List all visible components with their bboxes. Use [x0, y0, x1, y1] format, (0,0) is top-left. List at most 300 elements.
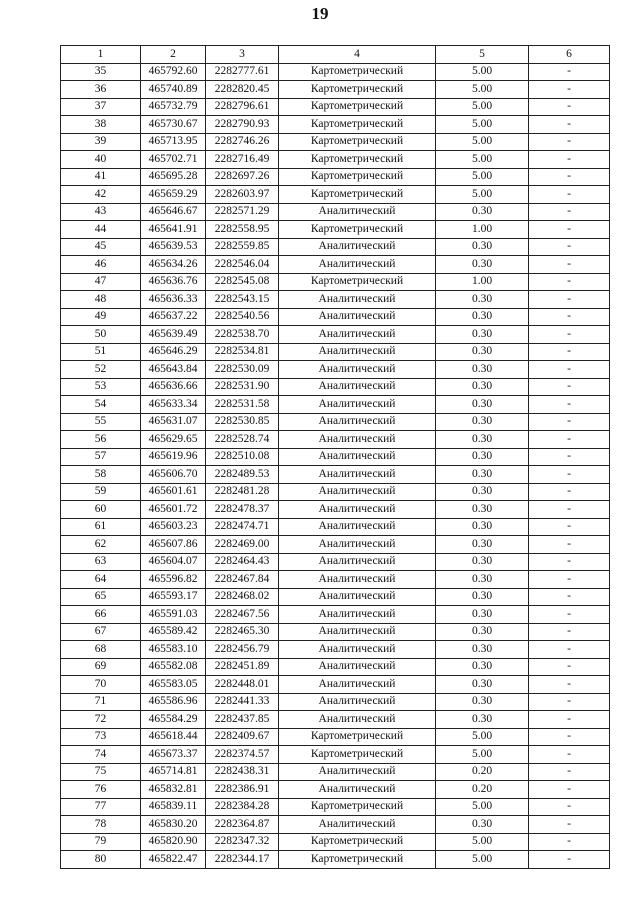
x-coordinate-cell: 465822.47 — [141, 851, 206, 869]
point-number-cell: 59 — [61, 483, 141, 501]
point-number-cell: 43 — [61, 203, 141, 221]
accuracy-cell: 5.00 — [436, 151, 529, 169]
x-coordinate-cell: 465732.79 — [141, 98, 206, 116]
y-coordinate-cell: 2282543.15 — [206, 291, 279, 309]
note-cell: - — [529, 588, 610, 606]
point-number-cell: 38 — [61, 116, 141, 134]
column-header: 5 — [436, 46, 529, 64]
note-cell: - — [529, 518, 610, 536]
method-cell: Аналитический — [279, 693, 436, 711]
y-coordinate-cell: 2282820.45 — [206, 81, 279, 99]
table-row — [61, 693, 610, 711]
point-number-cell: 74 — [61, 746, 141, 764]
y-coordinate-cell: 2282386.91 — [206, 781, 279, 799]
y-coordinate-cell: 2282347.32 — [206, 833, 279, 851]
note-cell: - — [529, 186, 610, 204]
accuracy-cell: 5.00 — [436, 186, 529, 204]
table-row — [61, 781, 610, 799]
x-coordinate-cell: 465606.70 — [141, 466, 206, 484]
note-cell: - — [529, 851, 610, 869]
method-cell: Аналитический — [279, 711, 436, 729]
y-coordinate-cell: 2282451.89 — [206, 658, 279, 676]
y-coordinate-cell: 2282467.56 — [206, 606, 279, 624]
x-coordinate-cell: 465583.10 — [141, 641, 206, 659]
table-row — [61, 448, 610, 466]
point-number-cell: 66 — [61, 606, 141, 624]
point-number-cell: 77 — [61, 798, 141, 816]
column-header: 6 — [529, 46, 610, 64]
accuracy-cell: 0.30 — [436, 606, 529, 624]
accuracy-cell: 0.30 — [436, 658, 529, 676]
table-row — [61, 728, 610, 746]
table-row — [61, 851, 610, 869]
note-cell: - — [529, 746, 610, 764]
accuracy-cell: 1.00 — [436, 273, 529, 291]
note-cell: - — [529, 396, 610, 414]
page-number: 19 — [311, 4, 329, 23]
y-coordinate-cell: 2282716.49 — [206, 151, 279, 169]
y-coordinate-cell: 2282448.01 — [206, 676, 279, 694]
coordinates-table — [60, 45, 610, 869]
accuracy-cell: 0.30 — [436, 623, 529, 641]
method-cell: Аналитический — [279, 448, 436, 466]
y-coordinate-cell: 2282437.85 — [206, 711, 279, 729]
point-number-cell: 55 — [61, 413, 141, 431]
accuracy-cell: 0.30 — [436, 518, 529, 536]
x-coordinate-cell: 465604.07 — [141, 553, 206, 571]
point-number-cell: 65 — [61, 588, 141, 606]
y-coordinate-cell: 2282530.09 — [206, 361, 279, 379]
table-header-row — [61, 46, 610, 64]
x-coordinate-cell: 465730.67 — [141, 116, 206, 134]
accuracy-cell: 0.20 — [436, 763, 529, 781]
x-coordinate-cell: 465820.90 — [141, 833, 206, 851]
table-row — [61, 763, 610, 781]
column-header: 3 — [206, 46, 279, 64]
y-coordinate-cell: 2282531.90 — [206, 378, 279, 396]
x-coordinate-cell: 465695.28 — [141, 168, 206, 186]
y-coordinate-cell: 2282540.56 — [206, 308, 279, 326]
table-row — [61, 63, 610, 81]
accuracy-cell: 0.30 — [436, 343, 529, 361]
y-coordinate-cell: 2282510.08 — [206, 448, 279, 466]
table-row — [61, 658, 610, 676]
note-cell: - — [529, 466, 610, 484]
table-row — [61, 273, 610, 291]
note-cell: - — [529, 483, 610, 501]
note-cell: - — [529, 238, 610, 256]
accuracy-cell: 0.30 — [436, 466, 529, 484]
accuracy-cell: 5.00 — [436, 116, 529, 134]
note-cell: - — [529, 431, 610, 449]
accuracy-cell: 0.30 — [436, 203, 529, 221]
point-number-cell: 48 — [61, 291, 141, 309]
method-cell: Аналитический — [279, 623, 436, 641]
method-cell: Аналитический — [279, 308, 436, 326]
x-coordinate-cell: 465631.07 — [141, 413, 206, 431]
table-row — [61, 413, 610, 431]
method-cell: Аналитический — [279, 483, 436, 501]
accuracy-cell: 0.30 — [436, 693, 529, 711]
accuracy-cell: 0.30 — [436, 361, 529, 379]
table-row — [61, 326, 610, 344]
table-row — [61, 501, 610, 519]
note-cell: - — [529, 658, 610, 676]
method-cell: Картометрический — [279, 273, 436, 291]
method-cell: Аналитический — [279, 378, 436, 396]
x-coordinate-cell: 465832.81 — [141, 781, 206, 799]
table-row — [61, 623, 610, 641]
y-coordinate-cell: 2282468.02 — [206, 588, 279, 606]
method-cell: Картометрический — [279, 728, 436, 746]
method-cell: Аналитический — [279, 413, 436, 431]
note-cell: - — [529, 308, 610, 326]
point-number-cell: 51 — [61, 343, 141, 361]
note-cell: - — [529, 291, 610, 309]
accuracy-cell: 0.30 — [436, 641, 529, 659]
note-cell: - — [529, 781, 610, 799]
y-coordinate-cell: 2282559.85 — [206, 238, 279, 256]
table-row — [61, 588, 610, 606]
x-coordinate-cell: 465634.26 — [141, 256, 206, 274]
table-row — [61, 466, 610, 484]
method-cell: Аналитический — [279, 501, 436, 519]
x-coordinate-cell: 465839.11 — [141, 798, 206, 816]
x-coordinate-cell: 465637.22 — [141, 308, 206, 326]
accuracy-cell: 5.00 — [436, 63, 529, 81]
column-header: 1 — [61, 46, 141, 64]
x-coordinate-cell: 465641.91 — [141, 221, 206, 239]
y-coordinate-cell: 2282441.33 — [206, 693, 279, 711]
y-coordinate-cell: 2282746.26 — [206, 133, 279, 151]
method-cell: Аналитический — [279, 571, 436, 589]
method-cell: Картометрический — [279, 168, 436, 186]
note-cell: - — [529, 273, 610, 291]
point-number-cell: 49 — [61, 308, 141, 326]
note-cell: - — [529, 693, 610, 711]
table-row — [61, 116, 610, 134]
point-number-cell: 53 — [61, 378, 141, 396]
accuracy-cell: 0.30 — [436, 291, 529, 309]
accuracy-cell: 0.30 — [436, 711, 529, 729]
note-cell: - — [529, 448, 610, 466]
method-cell: Аналитический — [279, 536, 436, 554]
table-row — [61, 361, 610, 379]
method-cell: Аналитический — [279, 203, 436, 221]
point-number-cell: 68 — [61, 641, 141, 659]
note-cell: - — [529, 81, 610, 99]
note-cell: - — [529, 571, 610, 589]
table-row — [61, 833, 610, 851]
note-cell: - — [529, 833, 610, 851]
x-coordinate-cell: 465618.44 — [141, 728, 206, 746]
table-row — [61, 746, 610, 764]
table-row — [61, 483, 610, 501]
point-number-cell: 79 — [61, 833, 141, 851]
point-number-cell: 58 — [61, 466, 141, 484]
y-coordinate-cell: 2282531.58 — [206, 396, 279, 414]
note-cell: - — [529, 536, 610, 554]
y-coordinate-cell: 2282478.37 — [206, 501, 279, 519]
method-cell: Аналитический — [279, 518, 436, 536]
accuracy-cell: 0.30 — [436, 816, 529, 834]
column-header: 4 — [279, 46, 436, 64]
x-coordinate-cell: 465830.20 — [141, 816, 206, 834]
y-coordinate-cell: 2282796.61 — [206, 98, 279, 116]
note-cell: - — [529, 256, 610, 274]
x-coordinate-cell: 465740.89 — [141, 81, 206, 99]
note-cell: - — [529, 711, 610, 729]
point-number-cell: 72 — [61, 711, 141, 729]
x-coordinate-cell: 465586.96 — [141, 693, 206, 711]
y-coordinate-cell: 2282545.08 — [206, 273, 279, 291]
x-coordinate-cell: 465646.67 — [141, 203, 206, 221]
accuracy-cell: 0.30 — [436, 483, 529, 501]
accuracy-cell: 0.30 — [436, 396, 529, 414]
point-number-cell: 46 — [61, 256, 141, 274]
table-row — [61, 676, 610, 694]
y-coordinate-cell: 2282465.30 — [206, 623, 279, 641]
y-coordinate-cell: 2282374.57 — [206, 746, 279, 764]
point-number-cell: 80 — [61, 851, 141, 869]
table-row — [61, 186, 610, 204]
x-coordinate-cell: 465659.29 — [141, 186, 206, 204]
accuracy-cell: 0.30 — [436, 431, 529, 449]
table-row — [61, 256, 610, 274]
y-coordinate-cell: 2282344.17 — [206, 851, 279, 869]
x-coordinate-cell: 465636.76 — [141, 273, 206, 291]
accuracy-cell: 0.30 — [436, 588, 529, 606]
method-cell: Аналитический — [279, 658, 436, 676]
y-coordinate-cell: 2282528.74 — [206, 431, 279, 449]
table-row — [61, 308, 610, 326]
y-coordinate-cell: 2282530.85 — [206, 413, 279, 431]
accuracy-cell: 0.30 — [436, 448, 529, 466]
note-cell: - — [529, 728, 610, 746]
note-cell: - — [529, 116, 610, 134]
y-coordinate-cell: 2282534.81 — [206, 343, 279, 361]
accuracy-cell: 0.30 — [436, 553, 529, 571]
method-cell: Картометрический — [279, 798, 436, 816]
point-number-cell: 37 — [61, 98, 141, 116]
method-cell: Аналитический — [279, 326, 436, 344]
note-cell: - — [529, 553, 610, 571]
method-cell: Аналитический — [279, 641, 436, 659]
note-cell: - — [529, 816, 610, 834]
point-number-cell: 76 — [61, 781, 141, 799]
y-coordinate-cell: 2282464.43 — [206, 553, 279, 571]
table-row — [61, 168, 610, 186]
y-coordinate-cell: 2282790.93 — [206, 116, 279, 134]
accuracy-cell: 5.00 — [436, 798, 529, 816]
x-coordinate-cell: 465601.72 — [141, 501, 206, 519]
point-number-cell: 40 — [61, 151, 141, 169]
accuracy-cell: 0.30 — [436, 308, 529, 326]
table-row — [61, 606, 610, 624]
point-number-cell: 78 — [61, 816, 141, 834]
x-coordinate-cell: 465792.60 — [141, 63, 206, 81]
accuracy-cell: 1.00 — [436, 221, 529, 239]
note-cell: - — [529, 63, 610, 81]
y-coordinate-cell: 2282603.97 — [206, 186, 279, 204]
accuracy-cell: 5.00 — [436, 833, 529, 851]
method-cell: Картометрический — [279, 746, 436, 764]
method-cell: Аналитический — [279, 606, 436, 624]
method-cell: Аналитический — [279, 361, 436, 379]
note-cell: - — [529, 151, 610, 169]
point-number-cell: 71 — [61, 693, 141, 711]
point-number-cell: 61 — [61, 518, 141, 536]
method-cell: Картометрический — [279, 98, 436, 116]
table-body — [61, 63, 610, 868]
y-coordinate-cell: 2282571.29 — [206, 203, 279, 221]
method-cell: Аналитический — [279, 431, 436, 449]
accuracy-cell: 5.00 — [436, 133, 529, 151]
point-number-cell: 39 — [61, 133, 141, 151]
y-coordinate-cell: 2282777.61 — [206, 63, 279, 81]
note-cell: - — [529, 326, 610, 344]
note-cell: - — [529, 378, 610, 396]
note-cell: - — [529, 641, 610, 659]
accuracy-cell: 5.00 — [436, 851, 529, 869]
point-number-cell: 36 — [61, 81, 141, 99]
table-row — [61, 431, 610, 449]
accuracy-cell: 0.30 — [436, 676, 529, 694]
x-coordinate-cell: 465646.29 — [141, 343, 206, 361]
y-coordinate-cell: 2282489.53 — [206, 466, 279, 484]
method-cell: Картометрический — [279, 133, 436, 151]
accuracy-cell: 0.30 — [436, 501, 529, 519]
note-cell: - — [529, 413, 610, 431]
y-coordinate-cell: 2282384.28 — [206, 798, 279, 816]
table-row — [61, 221, 610, 239]
x-coordinate-cell: 465714.81 — [141, 763, 206, 781]
x-coordinate-cell: 465589.42 — [141, 623, 206, 641]
method-cell: Аналитический — [279, 676, 436, 694]
x-coordinate-cell: 465596.82 — [141, 571, 206, 589]
y-coordinate-cell: 2282469.00 — [206, 536, 279, 554]
y-coordinate-cell: 2282697.26 — [206, 168, 279, 186]
y-coordinate-cell: 2282456.79 — [206, 641, 279, 659]
x-coordinate-cell: 465702.71 — [141, 151, 206, 169]
point-number-cell: 44 — [61, 221, 141, 239]
point-number-cell: 47 — [61, 273, 141, 291]
accuracy-cell: 0.20 — [436, 781, 529, 799]
table-row — [61, 571, 610, 589]
point-number-cell: 35 — [61, 63, 141, 81]
accuracy-cell: 0.30 — [436, 326, 529, 344]
accuracy-cell: 5.00 — [436, 168, 529, 186]
point-number-cell: 64 — [61, 571, 141, 589]
method-cell: Картометрический — [279, 833, 436, 851]
table-row — [61, 396, 610, 414]
x-coordinate-cell: 465607.86 — [141, 536, 206, 554]
y-coordinate-cell: 2282409.67 — [206, 728, 279, 746]
accuracy-cell: 5.00 — [436, 81, 529, 99]
method-cell: Аналитический — [279, 396, 436, 414]
accuracy-cell: 0.30 — [436, 413, 529, 431]
method-cell: Аналитический — [279, 466, 436, 484]
x-coordinate-cell: 465633.34 — [141, 396, 206, 414]
x-coordinate-cell: 465591.03 — [141, 606, 206, 624]
method-cell: Аналитический — [279, 343, 436, 361]
table-row — [61, 641, 610, 659]
x-coordinate-cell: 465643.84 — [141, 361, 206, 379]
table-row — [61, 133, 610, 151]
table-row — [61, 518, 610, 536]
table-row — [61, 238, 610, 256]
method-cell: Картометрический — [279, 81, 436, 99]
y-coordinate-cell: 2282538.70 — [206, 326, 279, 344]
method-cell: Картометрический — [279, 116, 436, 134]
point-number-cell: 67 — [61, 623, 141, 641]
accuracy-cell: 0.30 — [436, 571, 529, 589]
y-coordinate-cell: 2282558.95 — [206, 221, 279, 239]
table-row — [61, 291, 610, 309]
method-cell: Картометрический — [279, 151, 436, 169]
method-cell: Картометрический — [279, 851, 436, 869]
x-coordinate-cell: 465619.96 — [141, 448, 206, 466]
x-coordinate-cell: 465584.29 — [141, 711, 206, 729]
point-number-cell: 41 — [61, 168, 141, 186]
method-cell: Картометрический — [279, 221, 436, 239]
point-number-cell: 75 — [61, 763, 141, 781]
method-cell: Аналитический — [279, 553, 436, 571]
point-number-cell: 57 — [61, 448, 141, 466]
accuracy-cell: 5.00 — [436, 728, 529, 746]
y-coordinate-cell: 2282364.87 — [206, 816, 279, 834]
accuracy-cell: 5.00 — [436, 98, 529, 116]
note-cell: - — [529, 133, 610, 151]
y-coordinate-cell: 2282546.04 — [206, 256, 279, 274]
table-row — [61, 98, 610, 116]
y-coordinate-cell: 2282467.84 — [206, 571, 279, 589]
method-cell: Картометрический — [279, 186, 436, 204]
x-coordinate-cell: 465636.33 — [141, 291, 206, 309]
accuracy-cell: 0.30 — [436, 256, 529, 274]
note-cell: - — [529, 203, 610, 221]
point-number-cell: 69 — [61, 658, 141, 676]
table-row — [61, 798, 610, 816]
table-row — [61, 343, 610, 361]
x-coordinate-cell: 465583.05 — [141, 676, 206, 694]
note-cell: - — [529, 763, 610, 781]
point-number-cell: 42 — [61, 186, 141, 204]
method-cell: Аналитический — [279, 291, 436, 309]
x-coordinate-cell: 465713.95 — [141, 133, 206, 151]
point-number-cell: 63 — [61, 553, 141, 571]
point-number-cell: 70 — [61, 676, 141, 694]
table-row — [61, 81, 610, 99]
x-coordinate-cell: 465603.23 — [141, 518, 206, 536]
note-cell: - — [529, 98, 610, 116]
table-row — [61, 816, 610, 834]
point-number-cell: 56 — [61, 431, 141, 449]
accuracy-cell: 0.30 — [436, 238, 529, 256]
table-row — [61, 553, 610, 571]
point-number-cell: 60 — [61, 501, 141, 519]
table-row — [61, 151, 610, 169]
point-number-cell: 73 — [61, 728, 141, 746]
y-coordinate-cell: 2282438.31 — [206, 763, 279, 781]
accuracy-cell: 0.30 — [436, 378, 529, 396]
point-number-cell: 50 — [61, 326, 141, 344]
y-coordinate-cell: 2282474.71 — [206, 518, 279, 536]
accuracy-cell: 0.30 — [436, 536, 529, 554]
y-coordinate-cell: 2282481.28 — [206, 483, 279, 501]
point-number-cell: 62 — [61, 536, 141, 554]
note-cell: - — [529, 221, 610, 239]
